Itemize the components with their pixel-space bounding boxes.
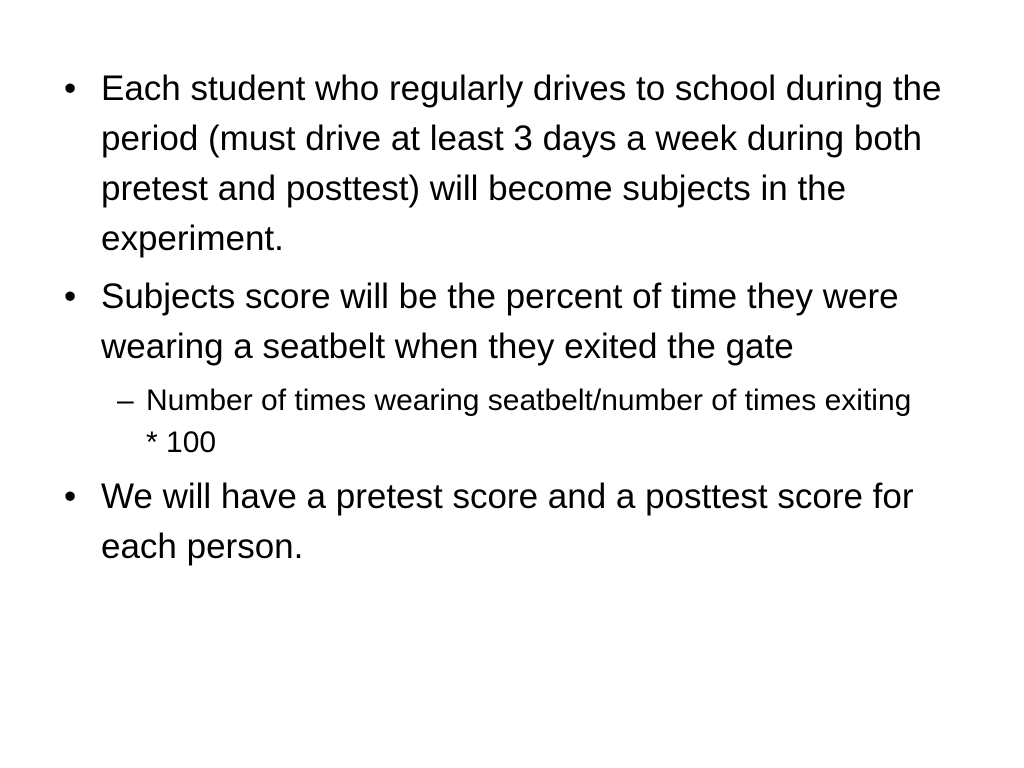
bullet-dot-icon: •: [64, 277, 77, 316]
bullet-text: Each student who regularly drives to school during the period (must drive at least 3 days a week during both pretest and posttest) will become subjects in the experiment.: [101, 69, 942, 258]
bullet-dot-icon: •: [64, 477, 77, 516]
bullet-text: We will have a pretest score and a posttest score for each person.: [101, 477, 914, 566]
dash-icon: –: [117, 384, 134, 417]
sub-bullet-item: [0, 380, 1024, 464]
sub-bullet-text: Number of times wearing seatbelt/number of times exiting * 100: [146, 384, 912, 459]
bullet-item: [0, 64, 1024, 264]
bullet-item: [0, 272, 1024, 372]
bullet-dot-icon: •: [64, 69, 77, 108]
bullet-item: [0, 472, 1024, 572]
bullet-text: Subjects score will be the percent of time they were wearing a seatbelt when they exited the gate: [101, 277, 899, 366]
slide-body: [0, 64, 1024, 580]
